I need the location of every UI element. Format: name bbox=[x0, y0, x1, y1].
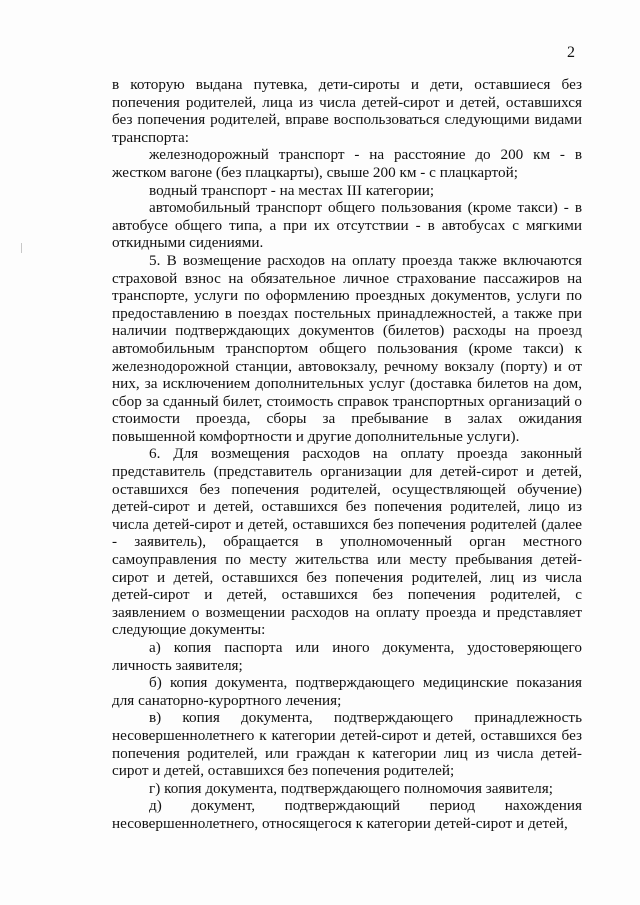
list-item-v: в) копия документа, подтверждающего принадлежность несовершеннолетнего к категории детей-сирот и детей, оставшихся без попечения родителей, или граждан к категории лиц из числа детей-сирот и детей, оставшихся без попечения родителей; bbox=[112, 709, 582, 780]
paragraph-clause-6: 6. Для возмещения расходов на оплату проезда законный представитель (представитель организации для детей-сирот и детей, оставшихся без попечения родителей, осуществляющей обучение) детей-сирот и детей, оставшихся без попечения родителей, лицо из числа детей-сирот и детей, оставшихся без попечения родителей (далее - заявитель), обращается в уполномоченный орган местного самоуправления по месту жительства или месту пребывания детей-сирот и детей, оставшихся без попечения родителей, лиц из числа детей-сирот и детей, оставшихся без попечения родителей, с заявлением о возмещении расходов на оплату проезда и представляет следующие документы: bbox=[112, 445, 582, 639]
paragraph-road-transport: автомобильный транспорт общего пользования (кроме такси) - в автобусе общего типа, а при их отсутствии - в автобусах с мягкими откидными сидениями. bbox=[112, 199, 582, 252]
list-item-d: д) документ, подтверждающий период нахождения несовершеннолетнего, относящегося к категории детей-сирот и детей, bbox=[112, 797, 582, 832]
paragraph-transport-intro: в которую выдана путевка, дети-сироты и дети, оставшиеся без попечения родителей, лица из числа детей-сирот и детей, оставшихся без попечения родителей, вправе воспользоваться следующими видами транспорта: bbox=[112, 76, 582, 146]
paragraph-rail-transport: железнодорожный транспорт - на расстояние до 200 км - в жестком вагоне (без плацкарты), свыше 200 км - с плацкартой; bbox=[112, 146, 582, 181]
list-item-b: б) копия документа, подтверждающего медицинские показания для санаторно-курортного лечения; bbox=[112, 674, 582, 709]
paragraph-clause-5: 5. В возмещение расходов на оплату проезда также включаются страховой взнос на обязательное личное страхование пассажиров на транспорте, услуги по оформлению проездных документов, услуги по предоставлению в поездах постельных принадлежностей, а также при наличии подтверждающих документов (билетов) расходы на проезд автомобильным транспортом общего пользования (кроме такси) к железнодорожной станции, автовокзалу, речному вокзалу (порту) и от них, за исключением дополнительных услуг (доставка билетов на дом, сбор за сданный билет, стоимость справок транспортных организаций о стоимости проезда, сборы за пребывание в залах ожидания повышенной комфортности и другие дополнительные услуги). bbox=[112, 251, 582, 445]
list-item-a: а) копия паспорта или иного документа, удостоверяющего личность заявителя; bbox=[112, 639, 582, 674]
page-number: 2 bbox=[567, 44, 575, 61]
list-item-g: г) копия документа, подтверждающего полномочия заявителя; bbox=[149, 779, 553, 797]
document-body bbox=[112, 76, 582, 833]
scan-artifact bbox=[21, 243, 22, 253]
paragraph-water-transport: водный транспорт - на местах III категории; bbox=[149, 181, 435, 199]
